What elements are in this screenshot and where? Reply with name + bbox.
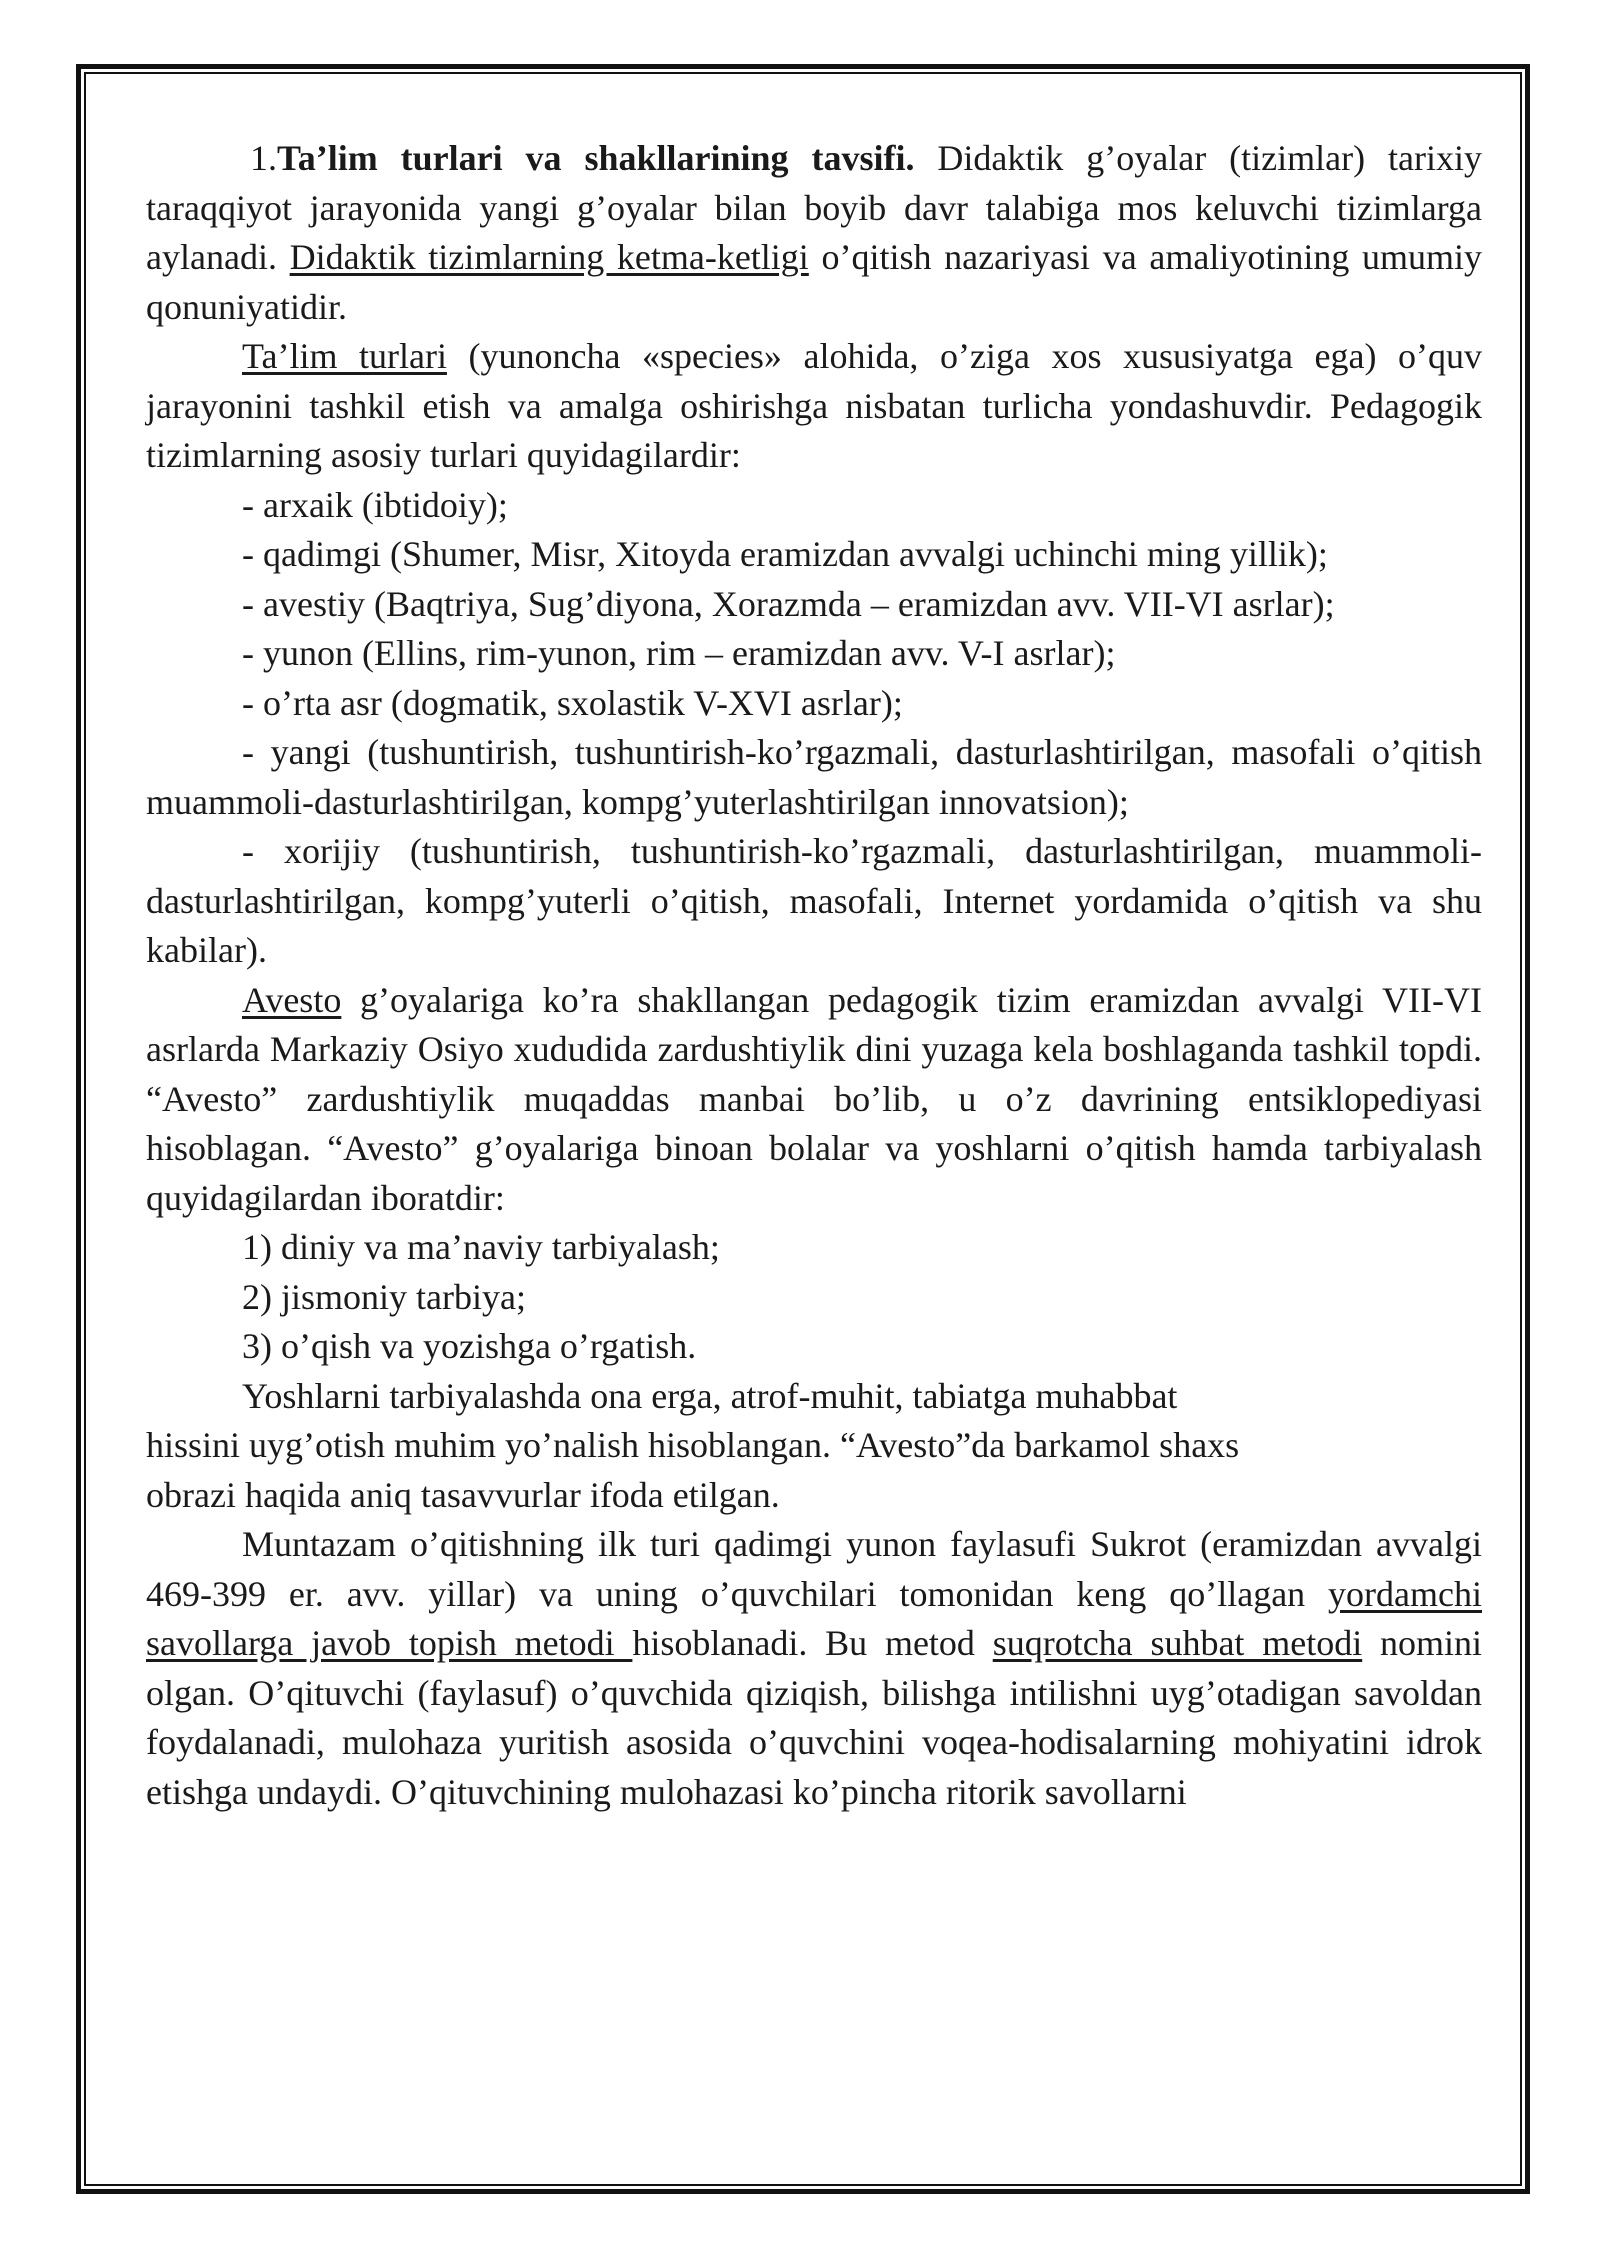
list-item-avesto: 1) diniy va ma’naviy tarbiyalash; — [242, 1227, 720, 1267]
list-item-type: - o’rta asr (dogmatik, sxolastik V-XVI asrlar); — [242, 682, 903, 723]
underlined-term-socratic-method: suqrotcha suhbat metodi — [992, 1623, 1363, 1663]
socratic-text-2: hisoblanadi. Bu metod — [632, 1623, 993, 1663]
paragraph-youth-line-3: obrazi haqida aniq tasavvurlar ifoda etilgan. — [146, 1474, 780, 1515]
underlined-term-avesto: Avesto — [242, 979, 342, 1020]
document-body — [146, 134, 1482, 1817]
list-item-avesto: 2) jismoniy tarbiya; — [242, 1276, 526, 1317]
list-item-avesto: 3) o’qish va yozishga o’rgatish. — [242, 1326, 697, 1366]
underlined-term-education-types: Ta’lim turlari — [242, 336, 447, 376]
paragraph-education-types — [146, 332, 1482, 481]
paragraph-socratic — [146, 1520, 1482, 1817]
list-item-type: - qadimgi (Shumer, Misr, Xitoyda eramizdan avvalgi uchinchi ming yillik); — [242, 534, 1328, 574]
intro-text-1: Didaktik g’oyalar (tizimlar) tarixiy taraqqiyot jarayonida yangi g’oyalar bilan boyib davr talabiga mos keluvchi tizimlarga aylanadi. — [146, 138, 1482, 277]
section-number: 1. — [250, 138, 277, 178]
socratic-text-1: Muntazam o’qitishning ilk turi qadimgi yunon faylasufi Sukrot (eramizdan avvalgi 469-399 er. avv. yillar) va uning o’quvchilari tomonidan keng qo’llagan — [146, 1524, 1482, 1614]
paragraph-intro — [146, 134, 1482, 332]
section-heading: Ta’lim turlari va shakllarining tavsifi. — [277, 138, 915, 178]
socratic-text-3: nomini olgan. O’qituvchi (faylasuf) o’quvchida qiziqish, bilishga intilishni uyg’otadigan savoldan foydalanadi, mulohaza yuritish asosida o’quvchini voqea-hodisalarning mohiyatini idrok etishga undaydi. O’qituvchining mulohazasi ko’pincha ritorik savollarni — [146, 1623, 1482, 1812]
list-item-type: - arxaik (ibtidoiy); — [242, 484, 508, 525]
list-item-type: - xorijiy (tushuntirish, tushuntirish-ko’rgazmali, dasturlashtirilgan, muammoli-dasturlashtirilgan, kompg’yuterli o’qitish, masofali, Internet yordamida o’qitish va shu kabilar). — [146, 831, 1482, 970]
paragraph-youth-line-2: hissini uyg’otish muhim yo’nalish hisoblangan. “Avesto”da barkamol shaxs — [146, 1425, 1240, 1465]
paragraph-avesto — [146, 976, 1482, 1224]
list-item-type: - avestiy (Baqtriya, Sug’diyona, Xorazmda – eramizdan avv. VII-VI asrlar); — [242, 583, 1335, 624]
paragraph-youth-line-1: Yoshlarni tarbiyalashda ona erga, atrof-muhit, tabiatga muhabbat — [242, 1375, 1178, 1416]
underlined-term-didactic-systems: Didaktik tizimlarning ketma-ketligi — [289, 237, 809, 277]
intro-text-2: o’qitish nazariyasi va amaliyotining umumiy qonuniyatidir. — [146, 237, 1482, 327]
education-types-text: (yunoncha «species» alohida, o’ziga xos xususiyatga ega) o’quv jarayonini tashkil etish va amalga oshirishga nisbatan turlicha yondashuvdir. Pedagogik tizimlarning asosiy turlari quyidagilardir: — [146, 336, 1482, 475]
avesto-text: g’oyalariga ko’ra shakllangan pedagogik tizim eramizdan avvalgi VII-VI asrlarda Markaziy Osiyo xududida zardushtiylik dini yuzaga kela boshlaganda tashkil topdi. “Avesto” zardushtiylik muqaddas manbai bo’lib, u o’z davrining entsiklopediyasi hisoblagan. “Avesto” g’oyalariga binoan bolalar va yoshlarni o’qitish hamda tarbiyalash quyidagilardan iboratdir: — [146, 979, 1482, 1218]
underlined-term-helper-questions-method: yordamchi savollarga javob topish metodi — [146, 1573, 1482, 1663]
list-item-type: - yunon (Ellins, rim-yunon, rim – eramizdan avv. V-I asrlar); — [242, 633, 1116, 673]
list-item-type: - yangi (tushuntirish, tushuntirish-ko’rgazmali, dasturlashtirilgan, masofali o’qitish muammoli-dasturlashtirilgan, kompg’yuterlashtirilgan innovatsion); — [146, 732, 1482, 822]
